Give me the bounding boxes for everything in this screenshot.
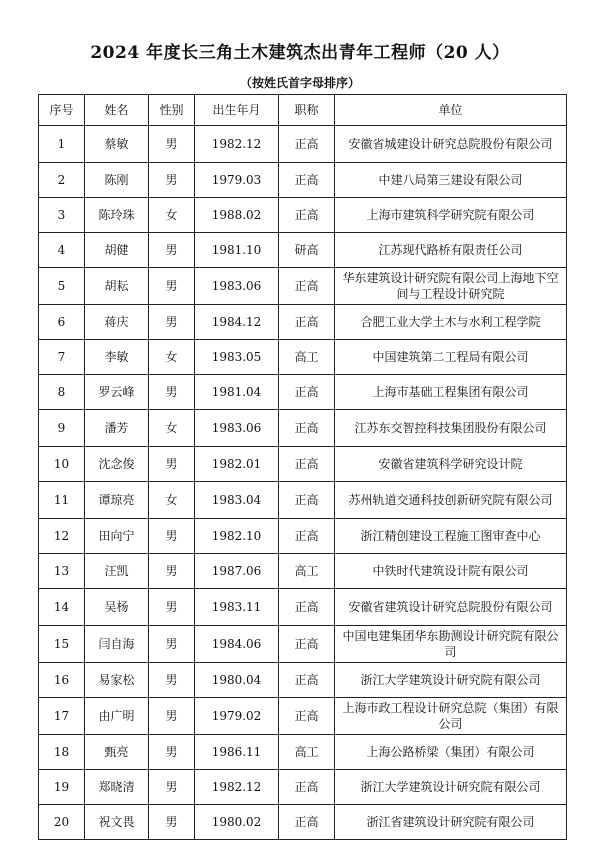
cell-birth: 1979.02 (195, 698, 279, 735)
table-row (39, 735, 567, 770)
cell-title: 高工 (279, 554, 335, 589)
cell-title: 正高 (279, 805, 335, 840)
cell-no: 2 (39, 163, 85, 198)
cell-unit: 安徽省城建设计研究总院股份有限公司 (335, 126, 567, 163)
column-header-no: 序号 (39, 95, 85, 126)
cell-name: 胡健 (85, 233, 149, 268)
cell-title: 正高 (279, 770, 335, 805)
cell-gender: 男 (149, 735, 195, 770)
cell-name: 易家松 (85, 663, 149, 698)
cell-name: 吴杨 (85, 589, 149, 626)
cell-no: 5 (39, 268, 85, 305)
cell-birth: 1984.06 (195, 626, 279, 663)
cell-name: 陈刚 (85, 163, 149, 198)
cell-name: 陈玲珠 (85, 198, 149, 233)
cell-name: 闫自海 (85, 626, 149, 663)
cell-no: 19 (39, 770, 85, 805)
cell-name: 沈念俊 (85, 447, 149, 482)
cell-birth: 1981.10 (195, 233, 279, 268)
cell-title: 正高 (279, 589, 335, 626)
cell-gender: 男 (149, 163, 195, 198)
table-row (39, 554, 567, 589)
cell-unit: 浙江大学建筑设计研究院有限公司 (335, 770, 567, 805)
cell-title: 正高 (279, 626, 335, 663)
cell-title: 研高 (279, 233, 335, 268)
table-row (39, 340, 567, 375)
cell-gender: 男 (149, 519, 195, 554)
cell-gender: 男 (149, 305, 195, 340)
table-row (39, 198, 567, 233)
cell-birth: 1982.01 (195, 447, 279, 482)
cell-name: 潘芳 (85, 410, 149, 447)
cell-gender: 男 (149, 663, 195, 698)
cell-gender: 男 (149, 447, 195, 482)
cell-birth: 1980.02 (195, 805, 279, 840)
cell-birth: 1980.04 (195, 663, 279, 698)
cell-gender: 女 (149, 340, 195, 375)
cell-birth: 1986.11 (195, 735, 279, 770)
cell-no: 9 (39, 410, 85, 447)
cell-birth: 1983.11 (195, 589, 279, 626)
table-row (39, 482, 567, 519)
cell-unit: 华东建筑设计研究院有限公司上海地下空间与工程设计研究院 (335, 268, 567, 305)
cell-no: 6 (39, 305, 85, 340)
cell-unit: 江苏现代路桥有限责任公司 (335, 233, 567, 268)
cell-unit: 上海市建筑科学研究院有限公司 (335, 198, 567, 233)
table-header-row (39, 95, 567, 126)
cell-title: 正高 (279, 663, 335, 698)
cell-unit: 安徽省建筑设计研究总院股份有限公司 (335, 589, 567, 626)
cell-name: 祝文畏 (85, 805, 149, 840)
cell-name: 胡耘 (85, 268, 149, 305)
cell-unit: 中国建筑第二工程局有限公司 (335, 340, 567, 375)
cell-unit: 浙江精创建设工程施工图审查中心 (335, 519, 567, 554)
table-row (39, 268, 567, 305)
cell-no: 16 (39, 663, 85, 698)
table-row (39, 233, 567, 268)
cell-name: 甄亮 (85, 735, 149, 770)
cell-no: 12 (39, 519, 85, 554)
cell-title: 正高 (279, 126, 335, 163)
cell-unit: 苏州轨道交通科技创新研究院有限公司 (335, 482, 567, 519)
cell-gender: 男 (149, 770, 195, 805)
cell-birth: 1983.05 (195, 340, 279, 375)
cell-name: 谭琼亮 (85, 482, 149, 519)
cell-no: 10 (39, 447, 85, 482)
cell-birth: 1982.12 (195, 770, 279, 805)
table-row (39, 447, 567, 482)
cell-unit: 江苏东交智控科技集团股份有限公司 (335, 410, 567, 447)
cell-gender: 男 (149, 233, 195, 268)
cell-name: 罗云峰 (85, 375, 149, 410)
cell-gender: 女 (149, 482, 195, 519)
cell-birth: 1984.12 (195, 305, 279, 340)
table-row (39, 305, 567, 340)
cell-no: 15 (39, 626, 85, 663)
cell-name: 由广明 (85, 698, 149, 735)
cell-birth: 1979.03 (195, 163, 279, 198)
cell-unit: 中铁时代建筑设计院有限公司 (335, 554, 567, 589)
cell-no: 7 (39, 340, 85, 375)
cell-title: 高工 (279, 735, 335, 770)
cell-unit: 上海市政工程设计研究总院（集团）有限公司 (335, 698, 567, 735)
cell-name: 蒋庆 (85, 305, 149, 340)
cell-birth: 1982.12 (195, 126, 279, 163)
cell-title: 正高 (279, 519, 335, 554)
cell-name: 蔡敏 (85, 126, 149, 163)
cell-birth: 1987.06 (195, 554, 279, 589)
cell-gender: 男 (149, 698, 195, 735)
cell-title: 正高 (279, 198, 335, 233)
column-header-birth: 出生年月 (195, 95, 279, 126)
table-row (39, 519, 567, 554)
cell-title: 正高 (279, 375, 335, 410)
table-row (39, 163, 567, 198)
table-row (39, 770, 567, 805)
page-subtitle: （按姓氏首字母排序） (239, 76, 360, 90)
cell-no: 18 (39, 735, 85, 770)
table-row (39, 126, 567, 163)
cell-gender: 男 (149, 375, 195, 410)
cell-unit: 上海市基础工程集团有限公司 (335, 375, 567, 410)
column-header-gender: 性别 (149, 95, 195, 126)
cell-birth: 1983.04 (195, 482, 279, 519)
cell-no: 20 (39, 805, 85, 840)
cell-birth: 1981.04 (195, 375, 279, 410)
table-row (39, 663, 567, 698)
column-header-title: 职称 (279, 95, 335, 126)
cell-no: 14 (39, 589, 85, 626)
table-row (39, 410, 567, 447)
cell-unit: 浙江省建筑设计研究院有限公司 (335, 805, 567, 840)
cell-no: 13 (39, 554, 85, 589)
cell-no: 17 (39, 698, 85, 735)
cell-title: 高工 (279, 340, 335, 375)
cell-title: 正高 (279, 447, 335, 482)
table-row (39, 375, 567, 410)
cell-no: 8 (39, 375, 85, 410)
engineer-table (38, 94, 567, 840)
cell-birth: 1983.06 (195, 410, 279, 447)
page-title: 2024 年度长三角土木建筑杰出青年工程师（20 人） (90, 43, 510, 63)
cell-gender: 男 (149, 805, 195, 840)
cell-unit: 中建八局第三建设有限公司 (335, 163, 567, 198)
cell-title: 正高 (279, 410, 335, 447)
table-row (39, 805, 567, 840)
cell-birth: 1988.02 (195, 198, 279, 233)
cell-birth: 1982.10 (195, 519, 279, 554)
cell-gender: 女 (149, 198, 195, 233)
cell-name: 汪凯 (85, 554, 149, 589)
cell-no: 4 (39, 233, 85, 268)
cell-no: 11 (39, 482, 85, 519)
column-header-unit: 单位 (335, 95, 567, 126)
cell-unit: 安徽省建筑科学研究设计院 (335, 447, 567, 482)
cell-unit: 合肥工业大学土木与水利工程学院 (335, 305, 567, 340)
cell-title: 正高 (279, 163, 335, 198)
cell-no: 3 (39, 198, 85, 233)
column-header-name: 姓名 (85, 95, 149, 126)
cell-no: 1 (39, 126, 85, 163)
table-row (39, 698, 567, 735)
cell-gender: 男 (149, 268, 195, 305)
cell-unit: 中国电建集团华东勘测设计研究院有限公司 (335, 626, 567, 663)
cell-gender: 男 (149, 626, 195, 663)
cell-title: 正高 (279, 698, 335, 735)
cell-birth: 1983.06 (195, 268, 279, 305)
cell-title: 正高 (279, 268, 335, 305)
cell-gender: 男 (149, 554, 195, 589)
cell-gender: 女 (149, 410, 195, 447)
cell-title: 正高 (279, 305, 335, 340)
cell-gender: 男 (149, 589, 195, 626)
table-row (39, 626, 567, 663)
table-row (39, 589, 567, 626)
cell-name: 郑晓清 (85, 770, 149, 805)
cell-name: 田向宁 (85, 519, 149, 554)
cell-title: 正高 (279, 482, 335, 519)
cell-name: 李敏 (85, 340, 149, 375)
cell-unit: 浙江大学建筑设计研究院有限公司 (335, 663, 567, 698)
cell-unit: 上海公路桥梁（集团）有限公司 (335, 735, 567, 770)
cell-gender: 男 (149, 126, 195, 163)
